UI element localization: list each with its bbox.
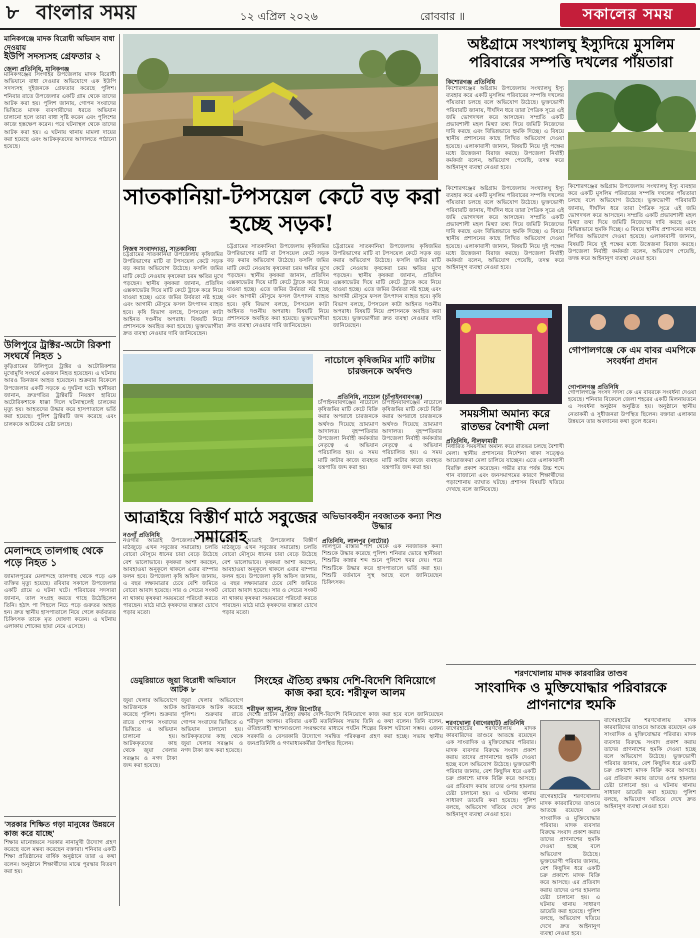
gambling-headline: ডেমুরিয়াতে জুয়া বিরোধী অভিযানে আটক ৮	[130, 676, 236, 694]
natchol-body-1: চাঁপাইনবাবগঞ্জের নাচোলে কৃষিজমির মাটি কেটে বিক্রি করার অপরাধে চারজনকে অর্থদণ্ড দিয়েছে ভ্রাম্যমাণ আদালত। বৃহস্পতিবার উপজেলা নির্বাহী কর্মকর্তার নেতৃত্বে এ অভিযান পরিচালিত হয়। এ সময় মাটি কাটার কাজে ব্যবহৃত যন্ত্রপাতি জব্দ করা হয়।	[318, 400, 378, 471]
page-number: ৮	[6, 0, 19, 24]
masthead	[0, 0, 700, 30]
gopalganj-headline: গোপালগঞ্জে কে এম বাবর এমপিকে সংবর্ধনা প্রদান	[568, 346, 696, 367]
education-body: শিক্ষার মানোন্নয়নে সরকার নানামুখী উদ্যোগ গ্রহণ করেছে বলে মন্তব্য করেছেন বক্তারা। শনিবার একটি শিক্ষা প্রতিষ্ঠানের বার্ষিক অনুষ্ঠানে তারা এ কথা বলেন। অনুষ্ঠানে শিক্ষার্থীদের মাঝে পুরস্কার বিতরণ করা হয়।	[4, 840, 116, 875]
atrai-headline: আত্রাইয়ে বিস্তীর্ণ মাঠে সবুজের সমারোহ	[124, 508, 318, 546]
top-left-byline: জেলা প্রতিনিধি, মানিকগঞ্জ	[4, 66, 70, 73]
road-byline: নিজস্ব সংবাদদাতা, সাতকানিয়া	[123, 246, 197, 253]
child-body: লালপুরে রাস্তার পাশ থেকে এক নবজাতক কন্যা শিশুকে উদ্ধার করেছে পুলিশ। শনিবার ভোরে স্থানীয়রা শিশুটির কান্নার শব্দ শুনে পুলিশে খবর দেয়। পরে শিশুটিকে উদ্ধার করে হাসপাতালে ভর্তি করা হয়। শিশুটি বর্তমানে সুস্থ আছে বলে জানিয়েছেন চিকিৎসক।	[322, 544, 442, 587]
road-body-1: চট্টগ্রামের সাতকানিয়া উপজেলায় কৃষিজমির উপরিভাগের মাটি বা টপসয়েল কেটে সড়ক বড় করার অভিযোগ উঠেছে। ফসলি জমির মাটি কেটে নেওয়ায় কৃষকেরা চরম ক্ষতির মুখে পড়ছেন। স্থানীয় কৃষকরা জানান, প্রতিদিন এক্সকাভেটর দিয়ে মাটি কেটে ট্রাকে করে নিয়ে যাওয়া হচ্ছে। এতে জমির উর্বরতা নষ্ট হচ্ছে এবং আগামী মৌসুমে ফসল উৎপাদন ব্যাহত হবে। কৃষি বিভাগ বলছে, টপসয়েল কাটা আইনত দণ্ডনীয় অপরাধ। বিষয়টি নিয়ে প্রশাসনকে অবহিত করা হয়েছে। ভুক্তভোগীরা দ্রুত ব্যবস্থা নেওয়ার দাবি জানিয়েছেন।	[123, 252, 223, 338]
column-rule	[119, 34, 120, 906]
issue-day: রোববার ॥	[420, 10, 465, 23]
gambling-body-1: জুয়া খেলার অভিযোগে আটজনকে আটক করেছে পুলিশ। শুক্রবার রাতে গোপন সংবাদের ভিত্তিতে এ অভিযান চালানো হয়। আটককৃতদের কাছ থেকে জুয়া খেলার সরঞ্জাম ও নগদ টাকা জব্দ করা হয়েছে।	[123, 698, 177, 769]
education-headline: 'সরকার শিক্ষিত গড়া মানুষের উন্নয়নে কাজ করে যাচ্ছে'	[4, 820, 115, 838]
top-left-kicker: মানিকগঞ্জে মাদক বিরোধী অভিযান বাধা দেওয়ায়	[4, 34, 115, 52]
divider	[446, 664, 696, 665]
heritage-headline: সিংহের ঐতিহ্য রক্ষায় দেশি-বিদেশি বিনিয়োগে কাজ করা হবে: শরীফুল আলম	[254, 676, 436, 699]
divider	[4, 816, 116, 817]
threat-headline: সাংবাদিক ও মুক্তিযোদ্ধার পরিবারকে প্রাণনাশের হুমকি	[475, 680, 667, 713]
mela-headline: সময়সীমা অমান্য করে রাতভর বৈশাখী মেলা	[460, 408, 550, 433]
lead-byline: কিশোরগঞ্জ প্রতিনিধি	[446, 79, 496, 86]
rice-field-photo	[123, 354, 313, 502]
ulipur-headline: উলিপুরে ট্রাক্টর-অটো রিকশা সংঘর্ষে নিহত ১	[4, 340, 111, 362]
gopalganj-photo	[568, 306, 696, 342]
road-body-2: চট্টগ্রামের সাতকানিয়া উপজেলায় কৃষিজমির উপরিভাগের মাটি বা টপসয়েল কেটে সড়ক বড় করার অভিযোগ উঠেছে। ফসলি জমির মাটি কেটে নেওয়ায় কৃষকেরা চরম ক্ষতির মুখে পড়ছেন। স্থানীয় কৃষকরা জানান, প্রতিদিন এক্সকাভেটর দিয়ে মাটি কেটে ট্রাকে করে নিয়ে যাওয়া হচ্ছে। এতে জমির উর্বরতা নষ্ট হচ্ছে এবং আগামী মৌসুমে ফসল উৎপাদন ব্যাহত হবে। কৃষি বিভাগ বলছে, টপসয়েল কাটা আইনত দণ্ডনীয় অপরাধ। বিষয়টি নিয়ে প্রশাসনকে অবহিত করা হয়েছে। ভুক্তভোগীরা দ্রুত ব্যবস্থা নেওয়ার দাবি জানিয়েছেন।	[227, 244, 329, 330]
road-headline: সাতকানিয়া-টপসয়েল কেটে বড় করা হচ্ছে সড়ক!	[123, 184, 441, 237]
gambling-body-2: জুয়া খেলার অভিযোগে আটজনকে আটক করেছে পুলিশ। শুক্রবার রাতে গোপন সংবাদের ভিত্তিতে এ অভিযান চালানো হয়। আটককৃতদের কাছ থেকে জুয়া খেলার সরঞ্জাম ও নগদ টাকা জব্দ করা হয়েছে।	[181, 698, 243, 755]
threat-byline: শরণখোলা (বাগেরহাট) প্রতিনিধি	[446, 720, 525, 727]
issue-date: ১২ এপ্রিল ২০২৬	[240, 10, 318, 23]
lead-headline: অষ্টগ্রামে সংখ্যালঘু ইস্যুদিয়ে মুসলিম পরিবারের সম্পত্তি দখলের পাঁয়তারা	[467, 36, 675, 71]
divider	[123, 350, 441, 351]
gopalganj-byline: গোপালগঞ্জ প্রতিনিধি	[568, 384, 619, 391]
mela-gate-photo	[446, 304, 562, 404]
lead-body-col1b: কিশোরগঞ্জের অষ্টগ্রাম উপজেলায় সংখ্যালঘু ইস্যু ব্যবহার করে একটি মুসলিম পরিবারের সম্পত্তি দখলের পাঁয়তারা চলছে বলে অভিযোগ উঠেছে। ভুক্তভোগী পরিবারটি জানায়, দীর্ঘদিন ধরে তারা পৈত্রিক সূত্রে এই জমি ভোগদখল করে আসছেন। সম্প্রতি একটি প্রভাবশালী মহল মিথ্যা তথ্য দিয়ে জমিটি নিজেদের দাবি করছে এবং বিভিন্নভাবে হুমকি দিচ্ছে। এ বিষয়ে স্থানীয় প্রশাসনের কাছে লিখিত অভিযোগ দেওয়া হয়েছে। এলাকাবাসী জানান, বিষয়টি নিয়ে দুই পক্ষের মধ্যে উত্তেজনা বিরাজ করছে। উপজেলা নির্বাহী কর্মকর্তা বলেন, অভিযোগ পেয়েছি, তদন্ত করে আইনানুগ ব্যবস্থা নেওয়া হবে।	[446, 186, 564, 272]
lead-body-col2: কিশোরগঞ্জের অষ্টগ্রাম উপজেলায় সংখ্যালঘু ইস্যু ব্যবহার করে একটি মুসলিম পরিবারের সম্পত্তি দখলের পাঁয়তারা চলছে বলে অভিযোগ উঠেছে। ভুক্তভোগী পরিবারটি জানায়, দীর্ঘদিন ধরে তারা পৈত্রিক সূত্রে এই জমি ভোগদখল করে আসছেন। সম্প্রতি একটি প্রভাবশালী মহল মিথ্যা তথ্য দিয়ে জমিটি নিজেদের দাবি করছে এবং বিভিন্নভাবে হুমকি দিচ্ছে। এ বিষয়ে স্থানীয় প্রশাসনের কাছে লিখিত অভিযোগ দেওয়া হয়েছে। এলাকাবাসী জানান, বিষয়টি নিয়ে দুই পক্ষের মধ্যে উত্তেজনা বিরাজ করছে। উপজেলা নির্বাহী কর্মকর্তা বলেন, অভিযোগ পেয়েছি, তদন্ত করে আইনানুগ ব্যবস্থা নেওয়া হবে।	[568, 184, 696, 263]
mela-body: নির্ধারিত সময়সীমা অমান্য করে রাতভর চলছে বৈশাখী মেলা। স্থানীয় প্রশাসনের নির্দেশনা থাকা সত্ত্বেও আয়োজকরা মেলা চালিয়ে যাচ্ছেন। এতে এলাকাবাসী বিরক্তি প্রকাশ করেছেন। গভীর রাত পর্যন্ত উচ্চ শব্দে গান বাজানো এবং জনসমাগমের কারণে শিক্ষার্থীদের পড়াশোনায় ব্যাঘাত ঘটছে। প্রশাসন বিষয়টি খতিয়ে দেখছে বলে জানিয়েছে।	[446, 444, 564, 494]
atrai-body-2: নওগাঁর আত্রাই উপজেলার বিস্তীর্ণ মাঠজুড়ে এখন সবুজের সমারোহ। চলতি বোরো মৌসুমে ধানের চারা বেড়ে উঠেছে বেশ ভালোভাবে। কৃষকরা আশা করছেন, আবহাওয়া অনুকূলে থাকলে এবার বাম্পার ফলন হবে। উপজেলা কৃষি অফিস জানায়, এ বছর লক্ষ্যমাত্রার চেয়ে বেশি জমিতে বোরো আবাদ হয়েছে। সার ও সেচের সংকট না থাকায় কৃষকরা সময়মতো পরিচর্যা করতে পারছেন। মাঠে মাঠে কৃষকদের ব্যস্ততা চোখে পড়ার মতো।	[222, 538, 317, 617]
natchol-body-2: চাঁপাইনবাবগঞ্জের নাচোলে কৃষিজমির মাটি কেটে বিক্রি করার অপরাধে চারজনকে অর্থদণ্ড দিয়েছে ভ্রাম্যমাণ আদালত। বৃহস্পতিবার উপজেলা নির্বাহী কর্মকর্তার নেতৃত্বে এ অভিযান পরিচালিত হয়। এ সময় মাটি কাটার কাজে ব্যবহৃত যন্ত্রপাতি জব্দ করা হয়।	[382, 400, 442, 471]
threat-body-3: বাগেরহাটের শরণখোলায় মাদক কারবারিদের তাণ্ডবে আতঙ্কে রয়েছেন এক সাংবাদিক ও মুক্তিযোদ্ধার পরিবার। মাদক ব্যবসার বিরুদ্ধে সংবাদ প্রকাশ করায় তাদের প্রাণনাশের হুমকি দেওয়া হচ্ছে বলে অভিযোগ উঠেছে। ভুক্তভোগী পরিবার জানায়, বেশ কিছুদিন ধরে একটি চক্র প্রকাশ্যে মাদক বিক্রি করে আসছে। এর প্রতিবাদ করায় তাদের ওপর হামলার চেষ্টা চালানো হয়। এ ঘটনায় থানায় সাধারণ ডায়েরি করা হয়েছে। পুলিশ বলছে, অভিযোগ খতিয়ে দেখে দ্রুত আইনানুগ ব্যবস্থা নেওয়া হবে।	[604, 718, 696, 811]
threat-body-2: বাগেরহাটের শরণখোলায় মাদক কারবারিদের তাণ্ডবে আতঙ্কে রয়েছেন এক সাংবাদিক ও মুক্তিযোদ্ধার পরিবার। মাদক ব্যবসার বিরুদ্ধে সংবাদ প্রকাশ করায় তাদের প্রাণনাশের হুমকি দেওয়া হচ্ছে বলে অভিযোগ উঠেছে। ভুক্তভোগী পরিবার জানায়, বেশ কিছুদিন ধরে একটি চক্র প্রকাশ্যে মাদক বিক্রি করে আসছে। এর প্রতিবাদ করায় তাদের ওপর হামলার চেষ্টা চালানো হয়। এ ঘটনায় থানায় সাধারণ ডায়েরি করা হয়েছে। পুলিশ বলছে, অভিযোগ খতিয়ে দেখে দ্রুত আইনানুগ ব্যবস্থা নেওয়া হবে।	[540, 794, 600, 937]
atrai-byline: নওগাঁ প্রতিনিধি	[123, 532, 160, 539]
melandah-body: জামালপুরের মেলান্দহে তালগাছ থেকে পড়ে এক ব্যক্তির মৃত্যু হয়েছে। রবিবার সকালে উপজেলার একটি গ্রামে এ ঘটনা ঘটে। পরিবারের সদস্যরা জানান, তাল সংগ্রহ করতে গাছে উঠেছিলেন তিনি। হঠাৎ পা পিছলে নিচে পড়ে গুরুতর আহত হন। দ্রুত স্থানীয় হাসপাতালে নিয়ে গেলে কর্তব্যরত চিকিৎসক তাকে মৃত ঘোষণা করেন। এ ঘটনায় এলাকায় শোকের ছায়া নেমে এসেছে।	[4, 574, 116, 631]
child-byline: প্রতিনিধি, লালপুর (নাটোর)	[322, 538, 390, 545]
divider	[4, 336, 116, 337]
threat-kicker: শরণখোলায় মাদক কারবারির তাণ্ডব	[514, 668, 628, 678]
top-left-headline: ইউপি সদস্যসহ গ্রেফতার ২	[4, 52, 101, 62]
lead-land-photo	[568, 80, 696, 180]
divider	[4, 542, 116, 543]
mela-byline: প্রতিনিধি, নীলফামারী	[446, 438, 498, 445]
excavator-photo	[123, 34, 438, 180]
victim-portrait	[540, 720, 600, 790]
threat-body-1: বাগেরহাটের শরণখোলায় মাদক কারবারিদের তাণ্ডবে আতঙ্কে রয়েছেন এক সাংবাদিক ও মুক্তিযোদ্ধার পরিবার। মাদক ব্যবসার বিরুদ্ধে সংবাদ প্রকাশ করায় তাদের প্রাণনাশের হুমকি দেওয়া হচ্ছে বলে অভিযোগ উঠেছে। ভুক্তভোগী পরিবার জানায়, বেশ কিছুদিন ধরে একটি চক্র প্রকাশ্যে মাদক বিক্রি করে আসছে। এর প্রতিবাদ করায় তাদের ওপর হামলার চেষ্টা চালানো হয়। এ ঘটনায় থানায় সাধারণ ডায়েরি করা হয়েছে। পুলিশ বলছে, অভিযোগ খতিয়ে দেখে দ্রুত আইনানুগ ব্যবস্থা নেওয়া হবে।	[446, 726, 536, 819]
gopalganj-body: গোপালগঞ্জে সংসদ সদস্য কে এম বাবরকে সংবর্ধনা দেওয়া হয়েছে। শনিবার বিকেলে জেলা শহরের একটি মিলনায়তনে এ সংবর্ধনা অনুষ্ঠান অনুষ্ঠিত হয়। অনুষ্ঠানে স্থানীয় নেতাকর্মী ও সুধীজনরা উপস্থিত ছিলেন। বক্তারা এলাকার উন্নয়নে তার অবদানের কথা তুলে ধরেন।	[568, 390, 696, 425]
heritage-byline: শরীফুল আলম, স্টাফ রিপোর্টার	[247, 706, 321, 713]
top-left-body: মানিকগঞ্জের সিংগাইর উপজেলায় মাদক বিরোধী অভিযানে বাধা দেওয়ার অভিযোগে এক ইউপি সদস্যসহ দুইজনকে গ্রেফতার করেছে পুলিশ। শনিবার রাতে উপজেলার একটি গ্রাম থেকে তাদের আটক করা হয়। পুলিশ জানায়, গোপন সংবাদের ভিত্তিতে মাদক ব্যবসায়ীদের ধরতে অভিযান চালানো হলে তারা বাধা সৃষ্টি করেন এবং পুলিশের কাজে হস্তক্ষেপ করেন। পরে ঘটনাস্থল থেকে তাদের আটক করা হয়। এ ঘটনায় থানায় মামলা দায়ের করা হয়েছে এবং আটককৃতদের আদালতে পাঠানো হয়েছে।	[4, 72, 116, 151]
newspaper-logo: সকালের সময়	[560, 3, 696, 27]
natchol-byline: প্রতিনিধি, নাচোল (চাঁপাইনবাবগঞ্জ)	[337, 394, 423, 401]
ulipur-body: কুড়িগ্রামের উলিপুরে ট্রাক্টর ও অটোরিকশার মুখোমুখি সংঘর্ষে একজন নিহত হয়েছেন। এ ঘটনায় আরও তিনজন আহত হয়েছেন। শুক্রবার বিকেলে উপজেলার একটি সড়কে এ দুর্ঘটনা ঘটে। স্থানীয়রা জানান, দ্রুতগতির ট্রাক্টরটি নিয়ন্ত্রণ হারিয়ে অটোরিকশাকে ধাক্কা দিলে ঘটনাস্থলেই চালকের মৃত্যু হয়। আহতদের উদ্ধার করে হাসপাতালে ভর্তি করা হয়েছে। পুলিশ ট্রাক্টরটি জব্দ করেছে এবং চালককে আটকের চেষ্টা চলছে।	[4, 364, 116, 428]
melandah-headline: মেলান্দহে তালগাছ থেকে পড়ে নিহত ১	[4, 546, 104, 569]
lead-body-col1: কিশোরগঞ্জের অষ্টগ্রাম উপজেলায় সংখ্যালঘু ইস্যু ব্যবহার করে একটি মুসলিম পরিবারের সম্পত্তি দখলের পাঁয়তারা চলছে বলে অভিযোগ উঠেছে। ভুক্তভোগী পরিবারটি জানায়, দীর্ঘদিন ধরে তারা পৈত্রিক সূত্রে এই জমি ভোগদখল করে আসছেন। সম্প্রতি একটি প্রভাবশালী মহল মিথ্যা তথ্য দিয়ে জমিটি নিজেদের দাবি করছে এবং বিভিন্নভাবে হুমকি দিচ্ছে। এ বিষয়ে স্থানীয় প্রশাসনের কাছে লিখিত অভিযোগ দেওয়া হয়েছে। এলাকাবাসী জানান, বিষয়টি নিয়ে দুই পক্ষের মধ্যে উত্তেজনা বিরাজ করছে। উপজেলা নির্বাহী কর্মকর্তা বলেন, অভিযোগ পেয়েছি, তদন্ত করে আইনানুগ ব্যবস্থা নেওয়া হবে।	[446, 86, 564, 172]
section-title: বাংলার সময়	[36, 0, 137, 24]
atrai-body-1: নওগাঁর আত্রাই উপজেলার বিস্তীর্ণ মাঠজুড়ে এখন সবুজের সমারোহ। চলতি বোরো মৌসুমে ধানের চারা বেড়ে উঠেছে বেশ ভালোভাবে। কৃষকরা আশা করছেন, আবহাওয়া অনুকূলে থাকলে এবার বাম্পার ফলন হবে। উপজেলা কৃষি অফিস জানায়, এ বছর লক্ষ্যমাত্রার চেয়ে বেশি জমিতে বোরো আবাদ হয়েছে। সার ও সেচের সংকট না থাকায় কৃষকরা সময়মতো পরিচর্যা করতে পারছেন। মাঠে মাঠে কৃষকদের ব্যস্ততা চোখে পড়ার মতো।	[123, 538, 218, 617]
natchol-headline: নাচোলে কৃষিজমির মাটি কাটায় চারজনকে অর্থদণ্ড	[324, 356, 435, 377]
child-headline: অভিভাবকহীন নবজাতক কন্যা শিশু উদ্ধার	[322, 512, 442, 532]
road-body-3: চট্টগ্রামের সাতকানিয়া উপজেলায় কৃষিজমির উপরিভাগের মাটি বা টপসয়েল কেটে সড়ক বড় করার অভিযোগ উঠেছে। ফসলি জমির মাটি কেটে নেওয়ায় কৃষকেরা চরম ক্ষতির মুখে পড়ছেন। স্থানীয় কৃষকরা জানান, প্রতিদিন এক্সকাভেটর দিয়ে মাটি কেটে ট্রাকে করে নিয়ে যাওয়া হচ্ছে। এতে জমির উর্বরতা নষ্ট হচ্ছে এবং আগামী মৌসুমে ফসল উৎপাদন ব্যাহত হবে। কৃষি বিভাগ বলছে, টপসয়েল কাটা আইনত দণ্ডনীয় অপরাধ। বিষয়টি নিয়ে প্রশাসনকে অবহিত করা হয়েছে। ভুক্তভোগীরা দ্রুত ব্যবস্থা নেওয়ার দাবি জানিয়েছেন।	[333, 244, 441, 330]
heritage-body: দেশের প্রাচীন ঐতিহ্য রক্ষায় দেশি-বিদেশি বিনিয়োগে কাজ করা হবে বলে জানিয়েছেন শরীফুল আলম। রবিবার একটি মতবিনিময় সভায় তিনি এ কথা বলেন। তিনি বলেন, ঐতিহ্যবাহী স্থাপনাগুলো সংরক্ষণের মাধ্যমে পর্যটন শিল্পের বিকাশ ঘটানো সম্ভব। এজন্য সরকারি ও বেসরকারি উদ্যোগে সমন্বিত পরিকল্পনা গ্রহণ করা হচ্ছে। সভায় স্থানীয় জনপ্রতিনিধি ও গণমাধ্যমকর্মীরা উপস্থিত ছিলেন।	[247, 712, 443, 747]
